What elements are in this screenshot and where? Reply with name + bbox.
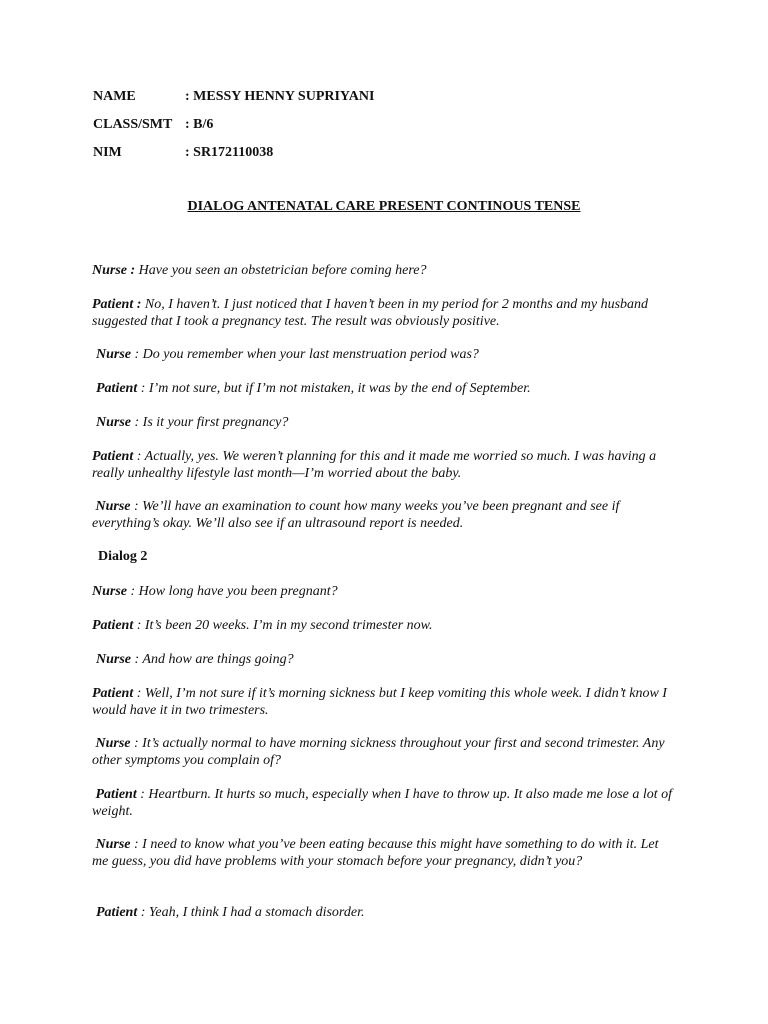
dialog-line bbox=[96, 380, 681, 397]
class-label: CLASS/SMT bbox=[93, 117, 173, 132]
dialog-line bbox=[96, 414, 681, 431]
dialog-text: : I need to know what you’ve been eating because this might have something to do with it. Let me guess, you did have problems with your stomach before your pregnancy, didn’t you? bbox=[92, 837, 659, 869]
speaker-label: Nurse bbox=[96, 415, 132, 430]
name-value: : MESSY HENNY SUPRIYANI bbox=[185, 89, 375, 104]
dialog-text: : Well, I’m not sure if it’s morning sickness but I keep vomiting this whole week. I didn’t know I would have it in two trimesters. bbox=[92, 686, 667, 718]
speaker-label: Nurse bbox=[95, 837, 131, 852]
dialog-line bbox=[96, 904, 681, 921]
dialog-2-heading: Dialog 2 bbox=[98, 549, 148, 564]
dialog-line bbox=[92, 685, 677, 719]
dialog-line bbox=[92, 786, 677, 820]
dialog-text: : It’s actually normal to have morning sickness throughout your first and second trimester. Any other symptoms you complain of? bbox=[92, 736, 665, 768]
dialog-text: : Do you remember when your last menstruation period was? bbox=[131, 347, 479, 362]
speaker-label: Patient bbox=[96, 905, 138, 920]
dialog-line bbox=[92, 262, 677, 279]
dialog-text: : Yeah, I think I had a stomach disorder. bbox=[137, 905, 365, 920]
dialog-text: : How long have you been pregnant? bbox=[127, 584, 338, 599]
speaker-label: Nurse bbox=[95, 736, 131, 751]
nim-value: : SR172110038 bbox=[185, 145, 274, 160]
speaker-label: Patient bbox=[92, 449, 134, 464]
dialog-line bbox=[92, 296, 677, 330]
speaker-label: Nurse bbox=[96, 652, 132, 667]
dialog-line bbox=[96, 346, 681, 363]
dialog-text: : Is it your first pregnancy? bbox=[131, 415, 289, 430]
class-row bbox=[93, 117, 213, 133]
dialog-line bbox=[92, 836, 677, 870]
dialog-text: : And how are things going? bbox=[131, 652, 294, 667]
dialog-text: : Heartburn. It hurts so much, especially when I have to throw up. It also made me lose a lot of weight. bbox=[92, 787, 673, 819]
dialog-text: No, I haven’t. I just noticed that I haven’t been in my period for 2 months and my husband suggested that I took a pregnancy test. The result was obviously positive. bbox=[92, 297, 649, 329]
speaker-label: Patient bbox=[96, 381, 138, 396]
dialog-text: : It’s been 20 weeks. I’m in my second trimester now. bbox=[133, 618, 433, 633]
dialog-line bbox=[96, 651, 681, 668]
dialog-line bbox=[92, 735, 677, 769]
nim-row bbox=[93, 145, 273, 161]
class-value: : B/6 bbox=[185, 117, 214, 132]
dialog-text: : We’ll have an examination to count how many weeks you’ve been pregnant and see if everything’s okay. We’ll also see if an ultrasound report is needed. bbox=[92, 499, 620, 531]
speaker-label: Nurse bbox=[96, 347, 132, 362]
dialog-text: : Actually, yes. We weren’t planning for this and it made me worried so much. I was having a really unhealthy lifestyle last month—I’m worried about the baby. bbox=[92, 449, 657, 481]
nim-label: NIM bbox=[93, 145, 122, 160]
speaker-label: Patient bbox=[92, 686, 134, 701]
dialog-line bbox=[92, 448, 677, 482]
speaker-label: Nurse bbox=[95, 499, 131, 514]
dialog-text: : I’m not sure, but if I’m not mistaken, it was by the end of September. bbox=[137, 381, 531, 396]
speaker-label: Patient bbox=[92, 618, 134, 633]
name-row bbox=[93, 89, 374, 105]
speaker-label: Patient bbox=[95, 787, 137, 802]
name-label: NAME bbox=[93, 89, 136, 104]
dialog-text: Have you seen an obstetrician before coming here? bbox=[135, 263, 427, 278]
speaker-label: Patient : bbox=[92, 297, 142, 312]
speaker-label: Nurse bbox=[92, 584, 128, 599]
speaker-label: Nurse : bbox=[92, 263, 136, 278]
dialog-line bbox=[92, 498, 677, 532]
dialog-line bbox=[92, 617, 677, 634]
dialog-line bbox=[92, 583, 677, 600]
document-title: DIALOG ANTENATAL CARE PRESENT CONTINOUS TENSE bbox=[187, 199, 581, 214]
